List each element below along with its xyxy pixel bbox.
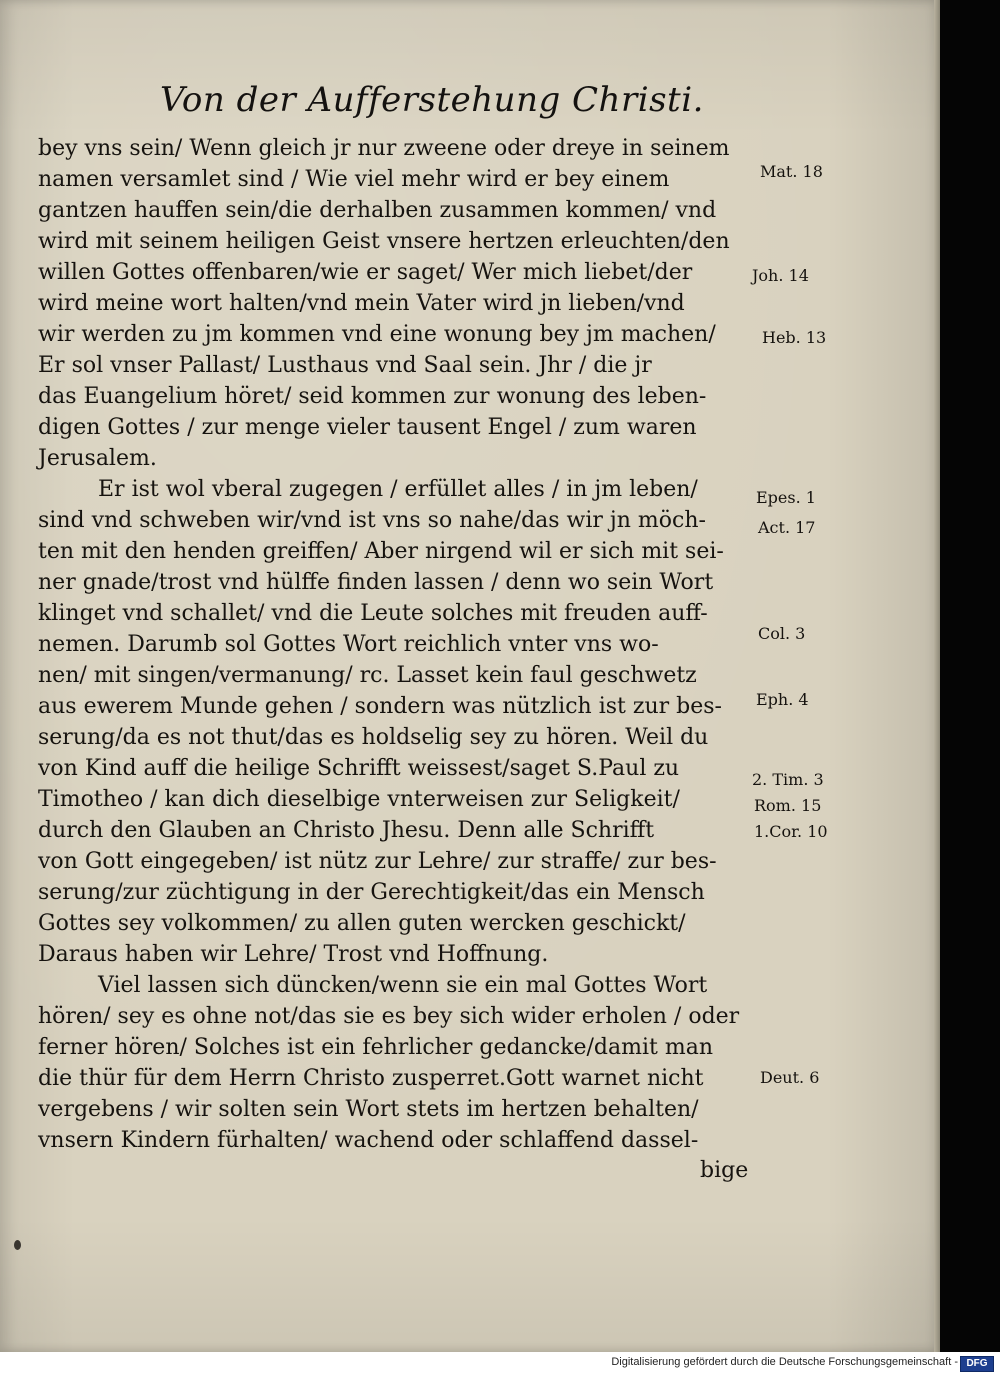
page-edge-shadow <box>934 0 940 1352</box>
marginal-note: Col. 3 <box>758 624 806 643</box>
text-line: Er ist wol vberal zugegen / erfüllet alles / in jm leben/ <box>98 477 698 502</box>
text-line: nen/ mit singen/vermanung/ rc. Lasset kein faul geschwetz <box>38 663 697 688</box>
text-line: von Gott eingegeben/ ist nütz zur Lehre/ zur straffe/ zur bes- <box>38 849 717 874</box>
text-line: Viel lassen sich düncken/wenn sie ein mal Gottes Wort <box>98 973 708 998</box>
text-line: von Kind auff die heilige Schrifft weissest/saget S.Paul zu <box>38 756 680 781</box>
marginal-note: Act. 17 <box>758 518 816 537</box>
text-line: vergebens / wir solten sein Wort stets im hertzen behalten/ <box>38 1097 699 1122</box>
text-line: ner gnade/trost vnd hülffe finden lassen / denn wo sein Wort <box>38 570 714 595</box>
text-line: Jerusalem. <box>38 446 157 471</box>
text-line: ten mit den henden greiffen/ Aber nirgend wil er sich mit sei- <box>38 539 724 564</box>
marginal-note: Heb. 13 <box>762 328 827 347</box>
text-line: vnsern Kindern fürhalten/ wachend oder schlaffend dassel- <box>38 1128 699 1153</box>
text-line: klinget vnd schallet/ vnd die Leute solches mit freuden auff- <box>38 601 708 626</box>
running-head: Von der Aufferstehung Christi. <box>160 80 704 120</box>
text-line: serung/zur züchtigung in der Gerechtigkeit/das ein Mensch <box>38 880 705 905</box>
text-line: durch den Glauben an Christo Jhesu. Denn alle Schrifft <box>38 818 655 843</box>
marginal-note: Mat. 18 <box>760 162 823 181</box>
marginal-note: Epes. 1 <box>756 488 816 507</box>
text-line: das Euangelium höret/ seid kommen zur wonung des leben- <box>38 384 707 409</box>
text-line: gantzen hauffen sein/die derhalben zusammen kommen/ vnd <box>38 198 717 223</box>
marginal-note: Eph. 4 <box>756 690 809 709</box>
dfg-logo-icon: DFG <box>960 1356 994 1372</box>
funding-credit: Digitalisierung gefördert durch die Deutsche Forschungsgemeinschaft - <box>611 1356 958 1368</box>
text-line: wird meine wort halten/vnd mein Vater wird jn lieben/vnd <box>38 291 685 316</box>
text-line: hören/ sey es ohne not/das sie es bey sich wider erholen / oder <box>38 1004 740 1029</box>
text-line: namen versamlet sind / Wie viel mehr wird er bey einem <box>38 167 670 192</box>
text-line: Daraus haben wir Lehre/ Trost vnd Hoffnung. <box>38 942 549 967</box>
text-line: serung/da es not thut/das es holdselig sey zu hören. Weil du <box>38 725 709 750</box>
text-line: bey vns sein/ Wenn gleich jr nur zweene oder dreye in seinem <box>38 136 730 161</box>
text-line: Timotheo / kan dich dieselbige vnterweisen zur Seligkeit/ <box>38 787 680 812</box>
text-line: ferner hören/ Solches ist ein fehrlicher gedancke/damit man <box>38 1035 713 1060</box>
text-line: Gottes sey volkommen/ zu allen guten wercken geschickt/ <box>38 911 686 936</box>
text-line: Er sol vnser Pallast/ Lusthaus vnd Saal sein. Jhr / die jr <box>38 353 652 378</box>
text-line: nemen. Darumb sol Gottes Wort reichlich vnter vns wo- <box>38 632 659 657</box>
marginal-note: Joh. 14 <box>752 266 809 285</box>
text-line: die thür für dem Herrn Christo zusperret.Gott warnet nicht <box>38 1066 704 1091</box>
text-line: willen Gottes offenbaren/wie er saget/ Wer mich liebet/der <box>38 260 693 285</box>
text-line: wird mit seinem heiligen Geist vnsere hertzen erleuchten/den <box>38 229 730 254</box>
text-line: wir werden zu jm kommen vnd eine wonung bey jm machen/ <box>38 322 716 347</box>
text-line: digen Gottes / zur menge vieler tausent Engel / zum waren <box>38 415 697 440</box>
page-hole <box>14 1240 21 1250</box>
catchword: bige <box>700 1158 749 1183</box>
text-line: sind vnd schweben wir/vnd ist vns so nahe/das wir jn möch- <box>38 508 706 533</box>
marginal-note: Deut. 6 <box>760 1068 820 1087</box>
marginal-note: 2. Tim. 3 <box>752 770 824 789</box>
marginal-note: Rom. 15 <box>754 796 822 815</box>
text-line: aus ewerem Munde gehen / sondern was nützlich ist zur bes- <box>38 694 722 719</box>
footer-bar <box>0 1352 1000 1374</box>
marginal-note: 1.Cor. 10 <box>754 822 828 841</box>
